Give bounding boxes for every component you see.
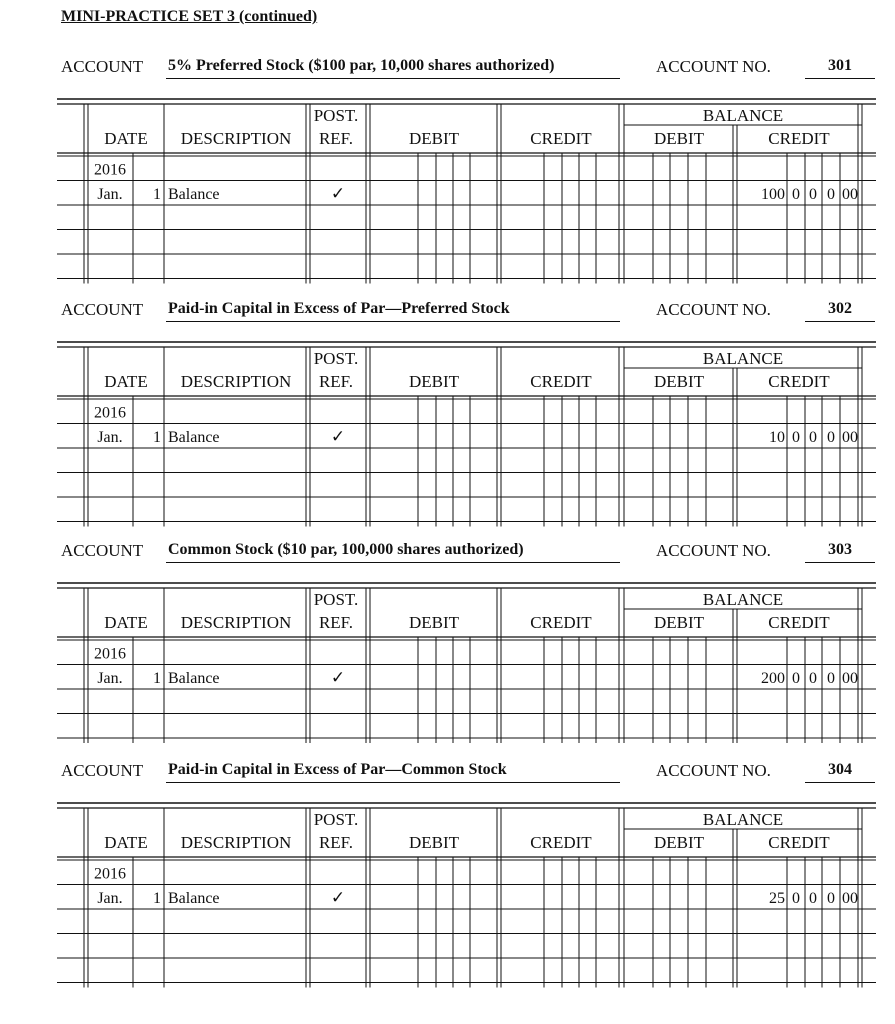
post-ref-checkmark: ✓ (330, 184, 346, 203)
ledger-grid (0, 57, 895, 288)
credit-header: CREDIT (530, 613, 592, 632)
balance-credit-hundreds: 0 (792, 890, 800, 907)
debit-header: DEBIT (408, 613, 460, 632)
balance-credit-tens: 0 (809, 890, 817, 907)
ref-label: REF. (318, 613, 354, 632)
post-label: POST. (313, 349, 359, 368)
post-label: POST. (313, 106, 359, 125)
account-number: 304 (805, 761, 875, 783)
balance-credit-ones: 0 (827, 429, 835, 446)
ref-label: REF. (318, 372, 354, 391)
entry-description: Balance (168, 890, 220, 907)
balance-credit-ones: 0 (827, 670, 835, 687)
balance-credit-header: CREDIT (768, 372, 830, 391)
balance-credit-ones: 0 (827, 890, 835, 907)
account-name: Common Stock ($10 par, 100,000 shares authorized) (166, 541, 620, 563)
debit-header: DEBIT (408, 372, 460, 391)
date-month: Jan. (97, 429, 123, 446)
account-no-label: ACCOUNT NO. (656, 541, 771, 560)
account-ledger-303 (0, 541, 895, 687)
ledger-grid (0, 761, 895, 992)
balance-credit-hundreds: 0 (792, 429, 800, 446)
balance-debit-header: DEBIT (653, 129, 705, 148)
date-header: DATE (104, 372, 148, 391)
page-title: MINI-PRACTICE SET 3 (continued) (61, 8, 318, 25)
balance-credit-cents: 00 (842, 890, 858, 907)
balance-header: BALANCE (702, 590, 784, 609)
account-label: ACCOUNT (61, 761, 144, 780)
account-name: 5% Preferred Stock ($100 par, 10,000 shares authorized) (166, 57, 620, 79)
account-no-label: ACCOUNT NO. (656, 761, 771, 780)
date-month: Jan. (97, 670, 123, 687)
account-label: ACCOUNT (61, 57, 144, 76)
debit-header: DEBIT (408, 833, 460, 852)
credit-header: CREDIT (530, 372, 592, 391)
debit-header: DEBIT (408, 129, 460, 148)
date-month: Jan. (97, 186, 123, 203)
balance-debit-header: DEBIT (653, 372, 705, 391)
balance-credit-tens: 0 (809, 670, 817, 687)
ledger-grid (0, 541, 895, 747)
date-month: Jan. (97, 890, 123, 907)
balance-credit-cents: 00 (842, 186, 858, 203)
entry-description: Balance (168, 670, 220, 687)
balance-credit-thousands: 100 (761, 186, 785, 203)
entry-description: Balance (168, 186, 220, 203)
ref-label: REF. (318, 129, 354, 148)
balance-credit-ones: 0 (827, 186, 835, 203)
balance-header: BALANCE (702, 810, 784, 829)
date-header: DATE (104, 613, 148, 632)
account-no-label: ACCOUNT NO. (656, 57, 771, 76)
balance-credit-thousands: 10 (769, 429, 785, 446)
balance-credit-thousands: 200 (761, 670, 785, 687)
date-year: 2016 (94, 645, 126, 663)
account-ledger-301 (0, 57, 895, 203)
credit-header: CREDIT (530, 833, 592, 852)
balance-credit-thousands: 25 (769, 890, 785, 907)
post-ref-checkmark: ✓ (330, 668, 346, 687)
ledger-grid (0, 300, 895, 531)
date-year: 2016 (94, 404, 126, 422)
account-label: ACCOUNT (61, 541, 144, 560)
account-ledger-302 (0, 300, 895, 446)
date-day: 1 (153, 890, 161, 907)
entry-description: Balance (168, 429, 220, 446)
balance-header: BALANCE (702, 106, 784, 125)
balance-debit-header: DEBIT (653, 613, 705, 632)
account-no-label: ACCOUNT NO. (656, 300, 771, 319)
account-number: 302 (805, 300, 875, 322)
date-header: DATE (104, 129, 148, 148)
post-ref-checkmark: ✓ (330, 427, 346, 446)
balance-header: BALANCE (702, 349, 784, 368)
post-ref-checkmark: ✓ (330, 888, 346, 907)
date-header: DATE (104, 833, 148, 852)
description-header: DESCRIPTION (180, 613, 292, 632)
credit-header: CREDIT (530, 129, 592, 148)
balance-credit-header: CREDIT (768, 613, 830, 632)
date-day: 1 (153, 670, 161, 687)
balance-credit-cents: 00 (842, 429, 858, 446)
balance-credit-tens: 0 (809, 429, 817, 446)
balance-credit-cents: 00 (842, 670, 858, 687)
balance-credit-header: CREDIT (768, 129, 830, 148)
balance-credit-hundreds: 0 (792, 186, 800, 203)
balance-debit-header: DEBIT (653, 833, 705, 852)
account-label: ACCOUNT (61, 300, 144, 319)
date-day: 1 (153, 186, 161, 203)
balance-credit-tens: 0 (809, 186, 817, 203)
description-header: DESCRIPTION (180, 129, 292, 148)
account-name: Paid-in Capital in Excess of Par—Preferred Stock (166, 300, 620, 322)
balance-credit-hundreds: 0 (792, 670, 800, 687)
date-day: 1 (153, 429, 161, 446)
description-header: DESCRIPTION (180, 372, 292, 391)
post-label: POST. (313, 810, 359, 829)
date-year: 2016 (94, 161, 126, 179)
account-number: 303 (805, 541, 875, 563)
post-label: POST. (313, 590, 359, 609)
date-year: 2016 (94, 865, 126, 883)
account-number: 301 (805, 57, 875, 79)
description-header: DESCRIPTION (180, 833, 292, 852)
account-ledger-304 (0, 761, 895, 907)
ref-label: REF. (318, 833, 354, 852)
account-name: Paid-in Capital in Excess of Par—Common Stock (166, 761, 620, 783)
balance-credit-header: CREDIT (768, 833, 830, 852)
